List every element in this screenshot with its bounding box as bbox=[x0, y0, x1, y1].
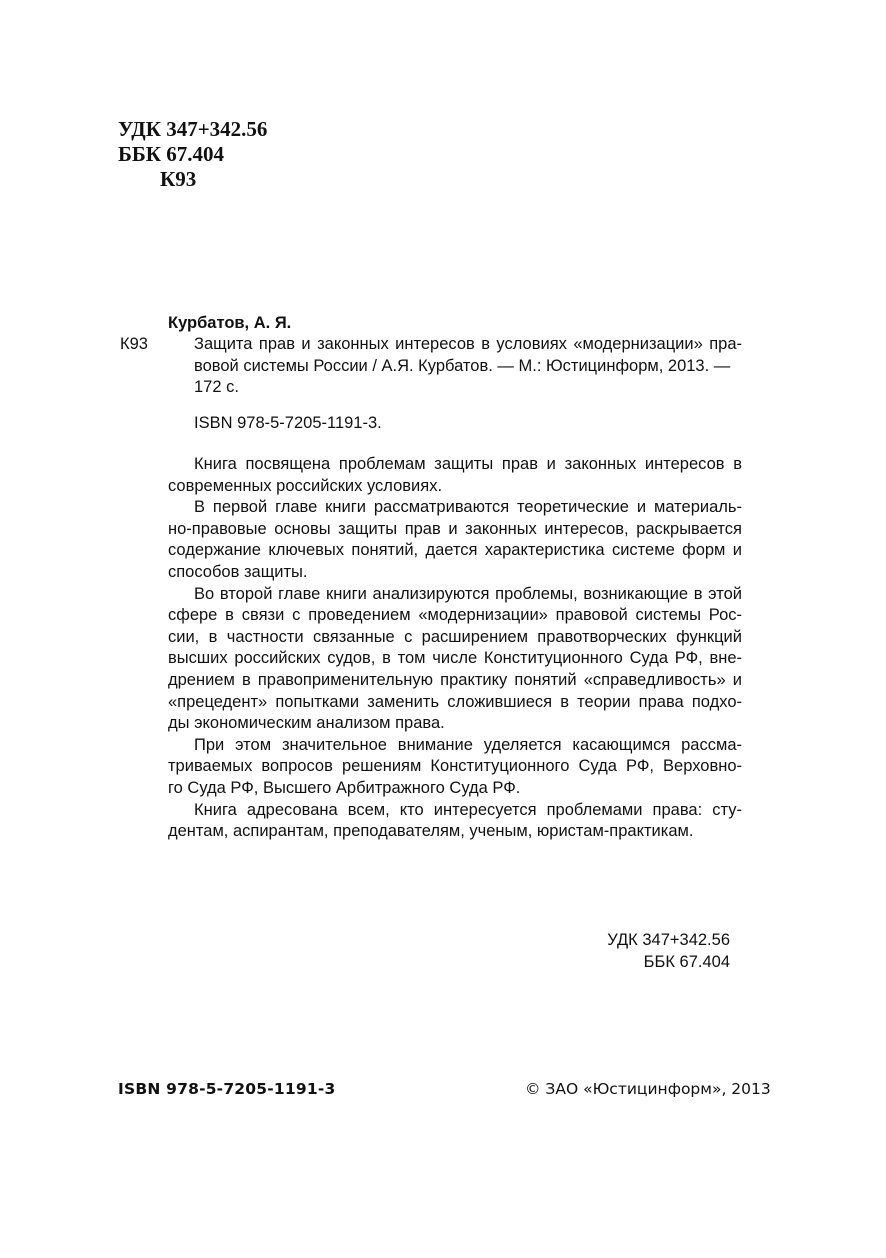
annotation-line: триваемых вопросов решениям Конституционного Суда РФ, Верховно- bbox=[168, 757, 742, 776]
copyright: © ЗАО «Юстицинформ», 2013 bbox=[525, 1080, 771, 1098]
annotation-line: Книга адресована всем, кто интересуется проблемами права: сту- bbox=[194, 800, 742, 819]
annotation-line: В первой главе книги рассматриваются теоретические и материаль- bbox=[194, 498, 742, 517]
annotation-line: «прецедент» попытками заменить сложившиеся в теории права подхо- bbox=[168, 692, 742, 711]
annotation-line: го Суда РФ, Высшего Арбитражного Суда РФ. bbox=[168, 778, 521, 797]
annotation-line: современных российских условиях. bbox=[168, 476, 443, 495]
annotation-line: сфере в связи с проведением «модернизации» правовой системы Рос- bbox=[168, 606, 742, 625]
annotation-line: Во второй главе книги анализируются проблемы, возникающие в этой bbox=[194, 584, 742, 603]
bbk-code: ББК 67.404 bbox=[118, 142, 224, 166]
entry-isbn: ISBN 978-5-7205-1191-3. bbox=[194, 414, 382, 432]
annotation-line: дентам, аспирантам, преподавателям, ученым, юристам-практикам. bbox=[168, 822, 694, 841]
footer-udk: УДК 347+342.56 bbox=[607, 931, 730, 949]
footer-bbk: ББК 67.404 bbox=[643, 952, 730, 971]
annotation-line: ды экономическим анализом права. bbox=[168, 714, 445, 733]
annotation bbox=[168, 454, 742, 843]
entry-side-mark: К93 bbox=[120, 335, 148, 353]
annotation-line: содержание ключевых понятий, дается характеристика системе форм и bbox=[168, 541, 742, 560]
entry-line: вовой системы России / А.Я. Курбатов. — М.: Юстицинформ, 2013. — bbox=[194, 356, 731, 375]
annotation-line: высших российских судов, в том числе Конституционного Суда РФ, вне- bbox=[168, 649, 742, 668]
annotation-line: дрением в правоприменительную практику понятий «справедливость» и bbox=[168, 670, 742, 689]
footer-isbn: ISBN 978-5-7205-1191-3 bbox=[118, 1080, 336, 1098]
annotation-line: но-правовые основы защиты прав и законных интересов, раскрывается bbox=[168, 519, 742, 538]
annotation-line: сии, в частности связанные с расширением правотворческих функций bbox=[168, 627, 742, 646]
annotation-line: Книга посвящена проблемам защиты прав и законных интересов в bbox=[194, 455, 742, 473]
footer-codes bbox=[560, 930, 730, 973]
author-mark: К93 bbox=[160, 167, 197, 191]
entry-author: Курбатов, А. Я. bbox=[168, 314, 292, 332]
annotation-line: При этом значительное внимание уделяется касающимся рассма- bbox=[194, 735, 742, 754]
entry-description bbox=[194, 334, 742, 399]
udk-code: УДК 347+342.56 bbox=[118, 117, 268, 141]
entry-line: 172 с. bbox=[194, 378, 239, 397]
annotation-line: способов защиты. bbox=[168, 562, 308, 581]
entry-line: Защита прав и законных интересов в условиях «модернизации» пра- bbox=[194, 335, 742, 353]
